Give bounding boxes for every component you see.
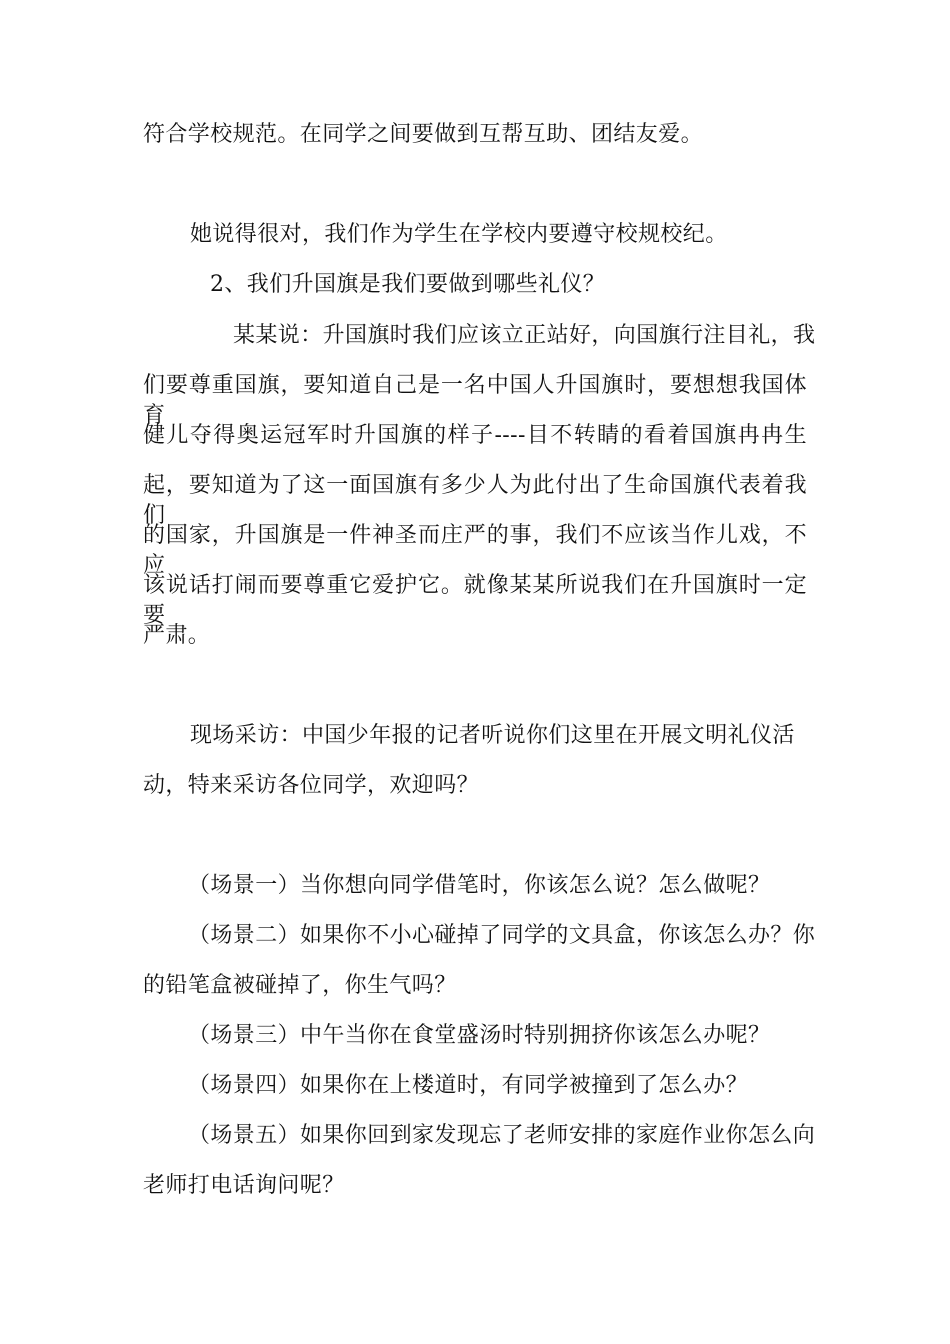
text-line: 符合学校规范。在同学之间要做到互帮互助、团结友爱。 bbox=[143, 122, 704, 147]
text-line: 她说得很对，我们作为学生在学校内要遵守校规校纪。 bbox=[190, 222, 728, 247]
text-line: 该说话打闹而要尊重它爱护它。就像某某所说我们在升国旗时一定要 bbox=[143, 573, 807, 628]
text-line: 起，要知道为了这一面国旗有多少人为此付出了生命国旗代表着我们 bbox=[143, 473, 807, 528]
text-line: 老师打电话询问呢？ bbox=[143, 1173, 345, 1198]
text-line: 的铅笔盒被碰掉了，你生气吗？ bbox=[143, 973, 457, 998]
text-line: （场景三）中午当你在食堂盛汤时特别拥挤你该怎么办呢？ bbox=[188, 1023, 771, 1048]
text-line: （场景一）当你想向同学借笔时，你该怎么说？怎么做呢？ bbox=[188, 873, 771, 898]
text-line: 2、我们升国旗是我们要做到哪些礼仪？ bbox=[210, 272, 606, 297]
text-line: （场景四）如果你在上楼道时，有同学被撞到了怎么办？ bbox=[188, 1073, 749, 1098]
text-line: （场景二）如果你不小心碰掉了同学的文具盒，你该怎么办？你 bbox=[188, 923, 816, 948]
text-line: 动，特来采访各位同学，欢迎吗？ bbox=[143, 773, 480, 798]
text-line: 严肃。 bbox=[143, 623, 211, 648]
text-line: 们要尊重国旗，要知道自己是一名中国人升国旗时，要想想我国体育 bbox=[143, 373, 807, 428]
text-line: 健儿夺得奥运冠军时升国旗的样子----目不转睛的看着国旗冉冉生 bbox=[143, 423, 807, 448]
text-line: （场景五）如果你回到家发现忘了老师安排的家庭作业你怎么向 bbox=[188, 1123, 816, 1148]
text-line: 的国家，升国旗是一件神圣而庄严的事，我们不应该当作儿戏，不应 bbox=[143, 523, 807, 578]
text-line: 某某说：升国旗时我们应该立正站好，向国旗行注目礼，我 bbox=[233, 323, 816, 348]
text-line: 现场采访：中国少年报的记者听说你们这里在开展文明礼仪活 bbox=[190, 723, 795, 748]
